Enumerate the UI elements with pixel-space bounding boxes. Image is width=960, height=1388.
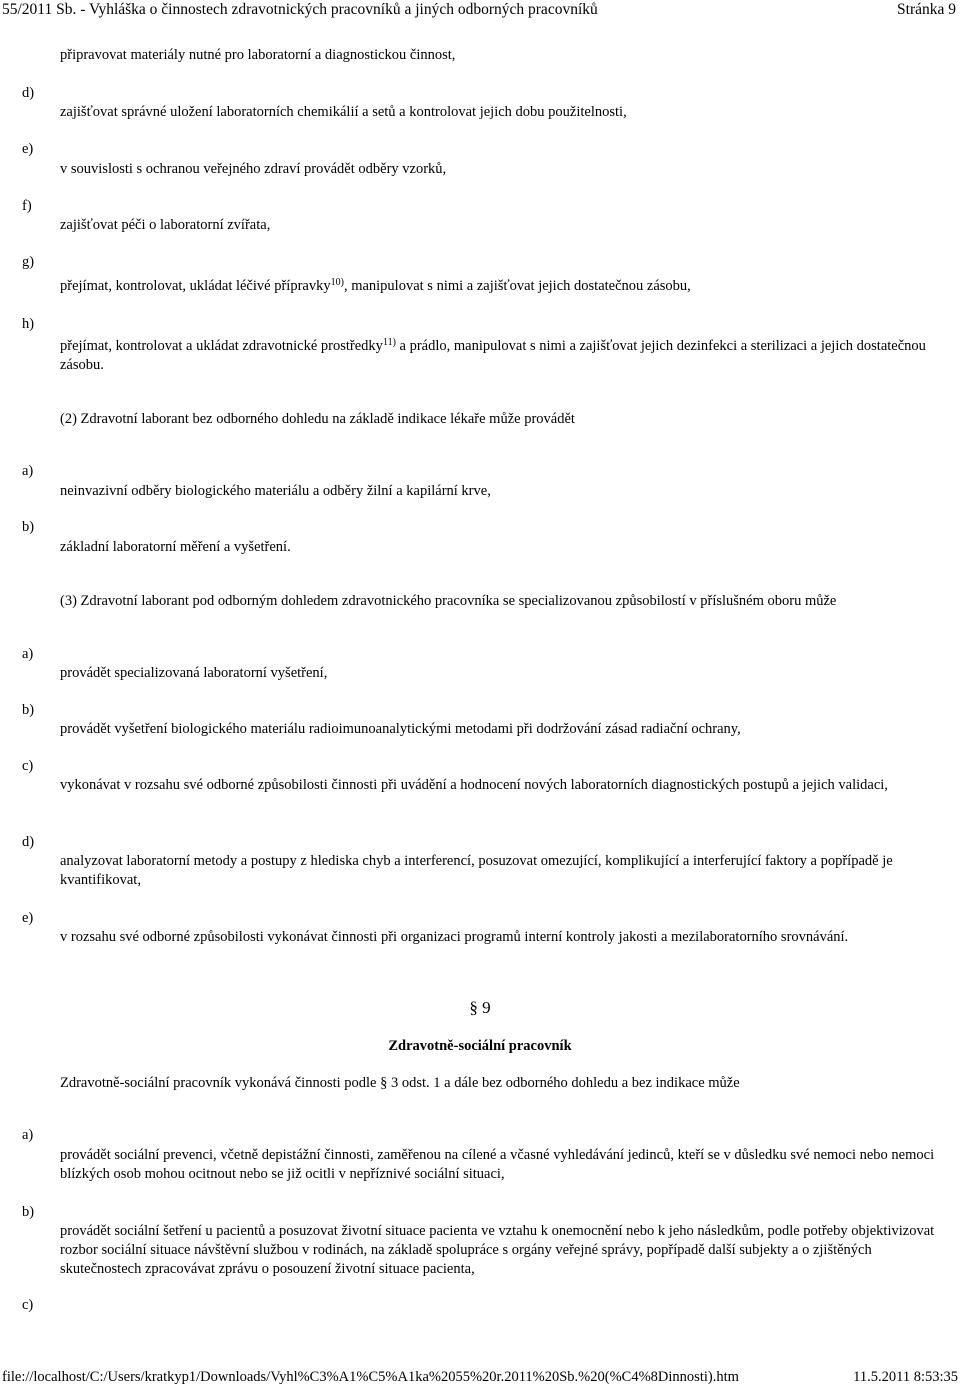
paragraph: Zdravotně-sociální pracovník vykonává činnosti podle § 3 odst. 1 a dále bez odborného dohledu a bez indikace může [60, 1075, 740, 1091]
list-item-text: provádět sociální prevenci, včetně depistážní činnosti, zaměřenou na cílené a včasné vyhledávání jedinců, kteří se v důsledku své nemoci nebo nemoci blízkých osob mohou ocitnout nebo se již ocitli v nepříznivé sociální situaci, [60, 1147, 935, 1182]
list-marker: e) [22, 141, 34, 157]
paragraph: (2) Zdravotní laborant bez odborného dohledu na základě indikace lékaře může provádět [60, 411, 575, 427]
text-run: přejímat, kontrolovat a ukládat zdravotnické prostředky [60, 338, 383, 354]
text-run: a prádlo, manipulovat s nimi a zajišťovat jejich dezinfekci a sterilizaci a jejich dostatečnou zásobu. [60, 338, 926, 373]
print-datetime: 11.5.2011 8:53:35 [853, 1369, 958, 1385]
footnote-ref: 10) [330, 277, 344, 288]
list-marker: a) [22, 646, 34, 662]
list-marker: g) [22, 254, 35, 270]
list-marker: d) [22, 85, 35, 101]
list-marker: c) [22, 758, 34, 774]
text-run: přejímat, kontrolovat, ukládat léčivé přípravky [60, 278, 331, 294]
list-marker: d) [22, 834, 35, 850]
list-marker: f) [22, 198, 32, 214]
list-item-text: v rozsahu své odborné způsobilosti vykonávat činnosti při organizaci programů interní kontroly jakosti a mezilaboratorního srovnávání. [60, 929, 849, 945]
list-item-text: zajišťovat správné uložení laboratorních chemikálií a setů a kontrolovat jejich dobu použitelnosti, [60, 104, 627, 120]
list-marker: a) [22, 1127, 34, 1143]
page-number: Stránka 9 [897, 1, 956, 18]
list-item-text: neinvazivní odběry biologického materiálu a odběry žilní a kapilární krve, [60, 483, 491, 499]
list-marker: c) [22, 1297, 34, 1313]
text-run: , manipulovat s nimi a zajišťovat jejich dostatečnou zásobu, [343, 278, 691, 294]
list-marker: h) [22, 316, 35, 332]
list-item-text [60, 337, 940, 375]
footnote-ref: 11) [382, 337, 396, 348]
list-item-text [60, 277, 691, 296]
list-marker: b) [22, 1204, 35, 1220]
list-item-text: provádět vyšetření biologického materiálu radioimunoanalytickými metodami při dodržování zásad radiační ochrany, [60, 721, 741, 737]
paragraph: (3) Zdravotní laborant pod odborným dohledem zdravotnického pracovníka se specializovanou způsobilostí v příslušném oboru může [60, 593, 837, 609]
list-item-text: analyzovat laboratorní metody a postupy z hlediska chyb a interferencí, posuzovat omezující, komplikující a interferující faktory a popřípadě je kvantifikovat, [60, 853, 893, 888]
section-title: Zdravotně-sociální pracovník [388, 1038, 572, 1054]
list-item-text: vykonávat v rozsahu své odborné způsobilosti činnosti při uvádění a hodnocení nových laboratorních diagnostických postupů a jejich validaci, [60, 777, 888, 793]
list-item-text: provádět sociální šetření u pacientů a posuzovat životní situace pacienta ve vztahu k onemocnění nebo k jeho následkům, podle potřeby objektivizovat rozbor sociální situace návštěvní službou v rodinách, na základě spolupráce s orgány veřejné správy, popřípadě další subjekty a o zjištěných skutečnostech zpracovávat zprávu o posouzení životní situace pacienta, [60, 1223, 935, 1277]
document-title: 55/2011 Sb. - Vyhláška o činnostech zdravotnických pracovníků a jiných odborných pracovníků [2, 1, 598, 18]
section-number: § 9 [469, 998, 491, 1017]
list-item-text: zajišťovat péči o laboratorní zvířata, [60, 217, 271, 233]
list-marker: e) [22, 910, 34, 926]
list-marker: a) [22, 463, 34, 479]
list-item-text: připravovat materiály nutné pro laboratorní a diagnostickou činnost, [60, 47, 456, 63]
list-item-text: základní laboratorní měření a vyšetření. [60, 539, 291, 555]
list-marker: b) [22, 519, 35, 535]
list-marker: b) [22, 702, 35, 718]
list-item-text: provádět specializovaná laboratorní vyšetření, [60, 665, 328, 681]
list-item-text: v souvislosti s ochranou veřejného zdraví provádět odběry vzorků, [60, 161, 447, 177]
file-path: file://localhost/C:/Users/kratkyp1/Downloads/Vyhl%C3%A1%C5%A1ka%2055%20r.2011%20Sb.%20(%C4%8Dinnosti).htm [2, 1369, 739, 1385]
